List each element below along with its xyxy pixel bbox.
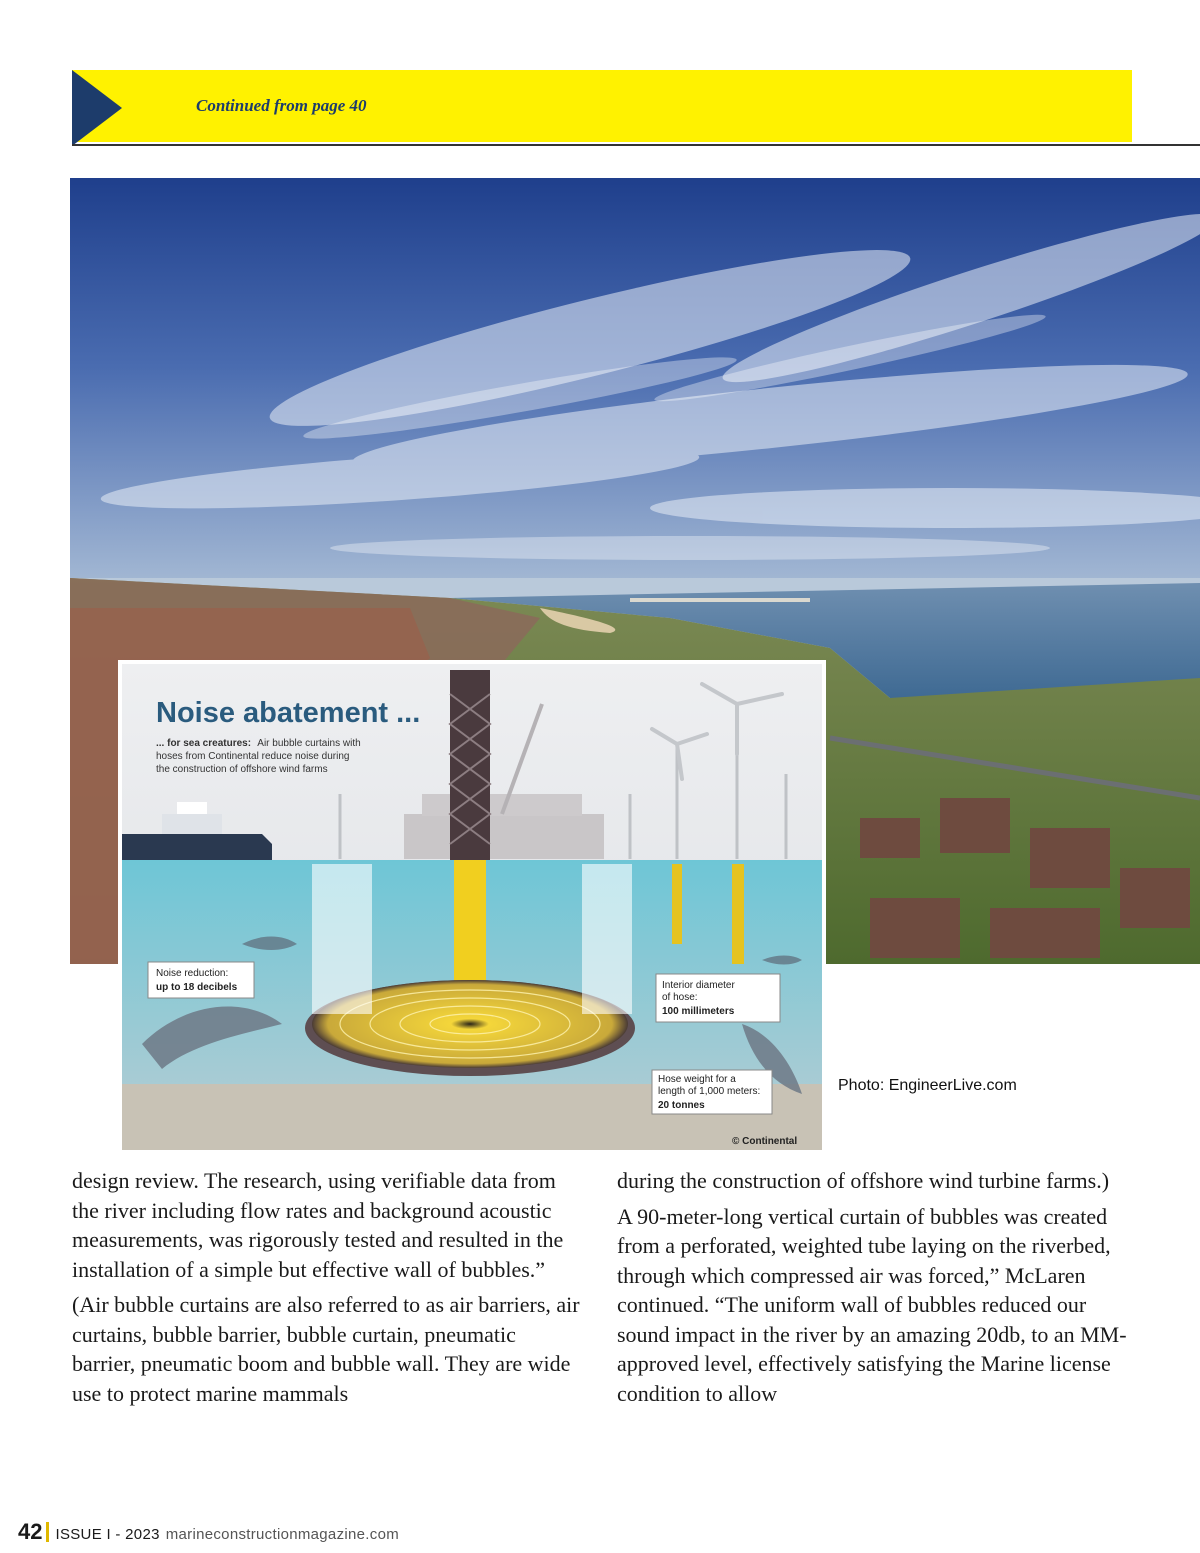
diameter-label-1: Interior diameter [662,980,735,991]
paragraph: design review. The research, using verifiable data from the river including flow rates and background acoustic measurements, was rigorously tested and resulted in the installation of a simple but effective wall of bubbles.” [72,1168,564,1282]
svg-text:... for sea creatures: A [156,738,361,749]
issue-label: ISSUE I - 2023 [55,1526,160,1543]
weight-label-1: Hose weight for a [658,1074,736,1085]
infographic-subtitle-3: the construction of offshore wind farms [156,764,328,775]
paragraph: A 90-meter-long vertical curtain of bubbles was created from a perforated, weighted tube laying on the riverbed, through which compressed air was forced,” McLaren continued. “The uniform wall of bubbles reduced our sound impact in the river by an amazing 20db, to an MM-approved level, effectively satisfying the Marine license condition to allow [617,1203,1127,1406]
paragraph: (Air bubble curtains are also referred to as air barriers, air curtains, bubble barrier, bubble curtain, pneumatic barrier, pneumatic boom and bubble wall. They are wide use to protect marine mammals [72,1292,580,1406]
photo-credit: Photo: EngineerLive.com [838,1077,1017,1094]
website-link[interactable]: marineconstructionmagazine.com [165,1526,400,1543]
infographic-copyright: © Continental [732,1136,798,1147]
noise-value: up to 18 decibels [156,982,238,993]
continued-note: Continued from page 40 [196,96,367,115]
noise-label: Noise reduction: [156,968,229,979]
diameter-label-2: of hose: [662,992,698,1003]
infographic-subtitle-2: hoses from Continental reduce noise during [156,751,350,762]
diameter-value: 100 millimeters [662,1006,735,1017]
infographic-subtitle-bold: ... for sea creatures: [156,738,252,749]
header-rule [72,144,1200,146]
noise-abatement-infographic [118,660,826,1154]
page-number: 42 [18,1519,43,1544]
weight-label-2: length of 1,000 meters: [658,1086,761,1097]
infographic-title: Noise abatement ... [156,697,421,729]
page-footer [18,1519,399,1545]
footer-divider [46,1522,49,1542]
infographic-subtitle-1: Air bubble curtains with [257,738,361,749]
weight-value: 20 tonnes [658,1100,705,1111]
article-column-right [617,1166,1129,1414]
arrow-icon [72,70,122,146]
article-column-left [72,1166,584,1414]
paragraph: during the construction of offshore wind turbine farms.) [617,1168,1110,1193]
